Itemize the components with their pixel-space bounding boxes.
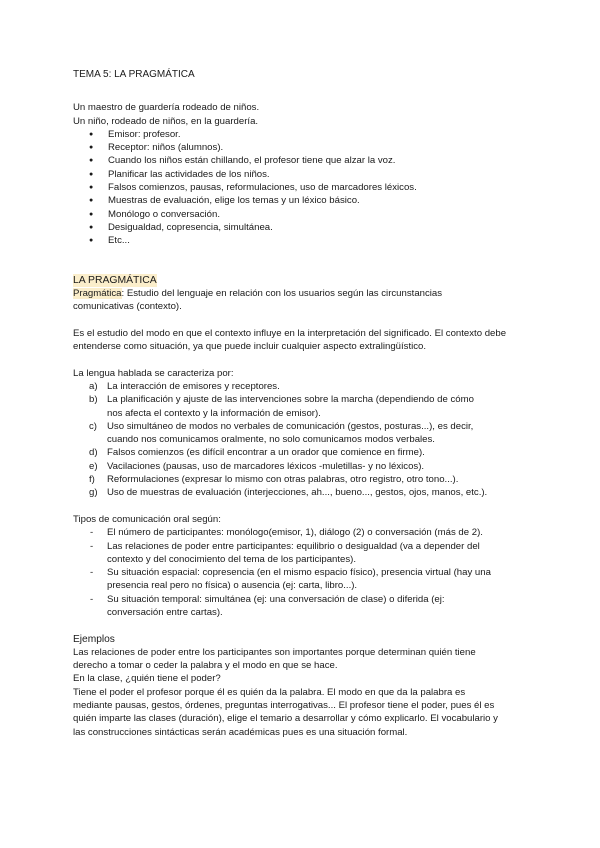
list-marker: - [90,567,94,579]
bullet-item: ● Planificar las actividades de los niños. [73,168,533,181]
intro-block [73,101,533,128]
communication-types-section [73,513,533,619]
list-marker: c) [89,420,97,432]
bullet-item: ● Desigualdad, copresencia, simultánea. [73,221,533,234]
pragmatica-section [73,274,533,354]
list-marker: a) [89,380,98,392]
examples-line: mediante pausas, gestos, órdenes, preguntas interrogativas... El profesor tiene el poder, pues él es [73,700,495,712]
definition-term: Pragmática [73,287,122,299]
paragraph-line: entenderse como situación, ya que puede incluir cualquier aspecto extralingüístico. [73,341,427,353]
list-item-text: presencia real pero no física) o ausencia (ej: carta, libro...). [107,580,358,592]
list-item [73,380,533,393]
list-item-text: Su situación espacial: copresencia (en el mismo espacio físico), presencia virtual (hay una [107,567,491,579]
bullet-item: ● Emisor: profesor. [73,128,533,141]
list-item-text: La planificación y ajuste de las intervenciones sobre la marcha (dependiendo de cómo [107,394,474,406]
examples-line: Tiene el poder el profesor porque él es quién da la palabra. El modo en que da la palabra es [73,686,466,698]
section-heading: LA PRAGMÁTICA [73,274,157,286]
list-item [73,446,533,459]
document-title: TEMA 5: LA PRAGMÁTICA [73,69,195,80]
bullet-item: ● Receptor: niños (alumnos). [73,141,533,154]
list-item [73,566,533,593]
paragraph-line: Es el estudio del modo en que el contexto influye en la interpretación del significado. El contexto debe [73,327,507,339]
examples-section [73,633,533,739]
subsection-heading: La lengua hablada se caracteriza por: [73,367,234,379]
list-item-text: contexto y del conocimiento del tema de los participantes). [107,553,357,565]
definition-text: : Estudio del lenguaje en relación con los usuarios según las circunstancias [121,287,443,299]
list-item-text: Vacilaciones (pausas, uso de marcadores léxicos -muletillas- y no léxicos). [107,460,425,472]
list-marker: - [90,540,94,552]
list-item-text: Falsos comienzos (es difícil encontrar a un orador que comience en firme). [107,447,425,459]
list-item-text: Su situación temporal: simultánea (ej: una conversación de clase) o diferida (ej: [107,593,445,605]
examples-line: quién imparte las clases (duración), elige el temario a desarrollar y cómo explicarlo. El vocabulario y [73,713,498,725]
list-marker: f) [89,474,95,486]
list-item-text: Uso de muestras de evaluación (interjecciones, ah..., bueno..., gestos, ojos, manos, etc.). [107,487,488,499]
list-marker: d) [89,447,98,459]
bullet-item: ● Etc... [73,234,533,247]
list-item-text: conversación entre cartas). [107,606,223,618]
intro-line: Un niño, rodeado de niños, en la guardería. [73,115,259,127]
examples-line: las construcciones sintácticas serán académicas pues es una situación formal. [73,726,408,738]
list-item [73,486,533,499]
definition-line [73,287,533,300]
examples-heading: Ejemplos [73,633,115,645]
bullet-item: ● Monólogo o conversación. [73,208,533,221]
list-item-text: cuando nos comunicamos oralmente, no solo comunicamos modos verbales. [107,434,435,446]
list-marker: b) [89,394,98,406]
bullet-item: ● Muestras de evaluación, elige los temas y un léxico básico. [73,194,533,207]
bullet-item: ● Cuando los niños están chillando, el profesor tiene que alzar la voz. [73,154,533,167]
list-marker: e) [89,460,98,472]
document-page [73,68,533,739]
list-item [73,593,533,620]
list-item [73,526,533,539]
definition-line: comunicativas (contexto). [73,301,182,313]
examples-line: derecho a tomar o ceder la palabra y el modo en que se hace. [73,660,338,672]
examples-line: En la clase, ¿quién tiene el poder? [73,673,221,685]
list-item [73,540,533,567]
intro-line: Un maestro de guardería rodeado de niños. [73,102,260,114]
list-item [73,420,533,447]
dash-list [73,526,533,619]
list-marker: g) [89,487,98,499]
intro-bullet-list [73,128,533,248]
list-item-text: Las relaciones de poder entre participantes: equilibrio o desigualdad (va a depender del [107,540,480,552]
list-item-text: La interacción de emisores y receptores. [107,380,280,392]
list-item-text: nos afecta el contexto y la información de emisor). [107,407,321,419]
list-item-text: Reformulaciones (expresar lo mismo con otras palabras, otro registro, otro tono...). [107,474,459,486]
list-marker: - [90,527,94,539]
list-item [73,393,533,420]
ordered-list [73,380,533,500]
subsection-heading: Tipos de comunicación oral según: [73,513,221,525]
list-item-text: El número de participantes: monólogo(emisor, 1), diálogo (2) o conversación (más de 2). [107,527,483,539]
spoken-language-section [73,367,533,500]
bullet-item: ● Falsos comienzos, pausas, reformulaciones, uso de marcadores léxicos. [73,181,533,194]
list-item [73,460,533,473]
list-marker: - [90,593,94,605]
list-item [73,473,533,486]
list-item-text: Uso simultáneo de modos no verbales de comunicación (gestos, posturas...), es decir, [107,420,474,432]
examples-line: Las relaciones de poder entre los participantes son importantes porque determinan quién tiene [73,646,476,658]
